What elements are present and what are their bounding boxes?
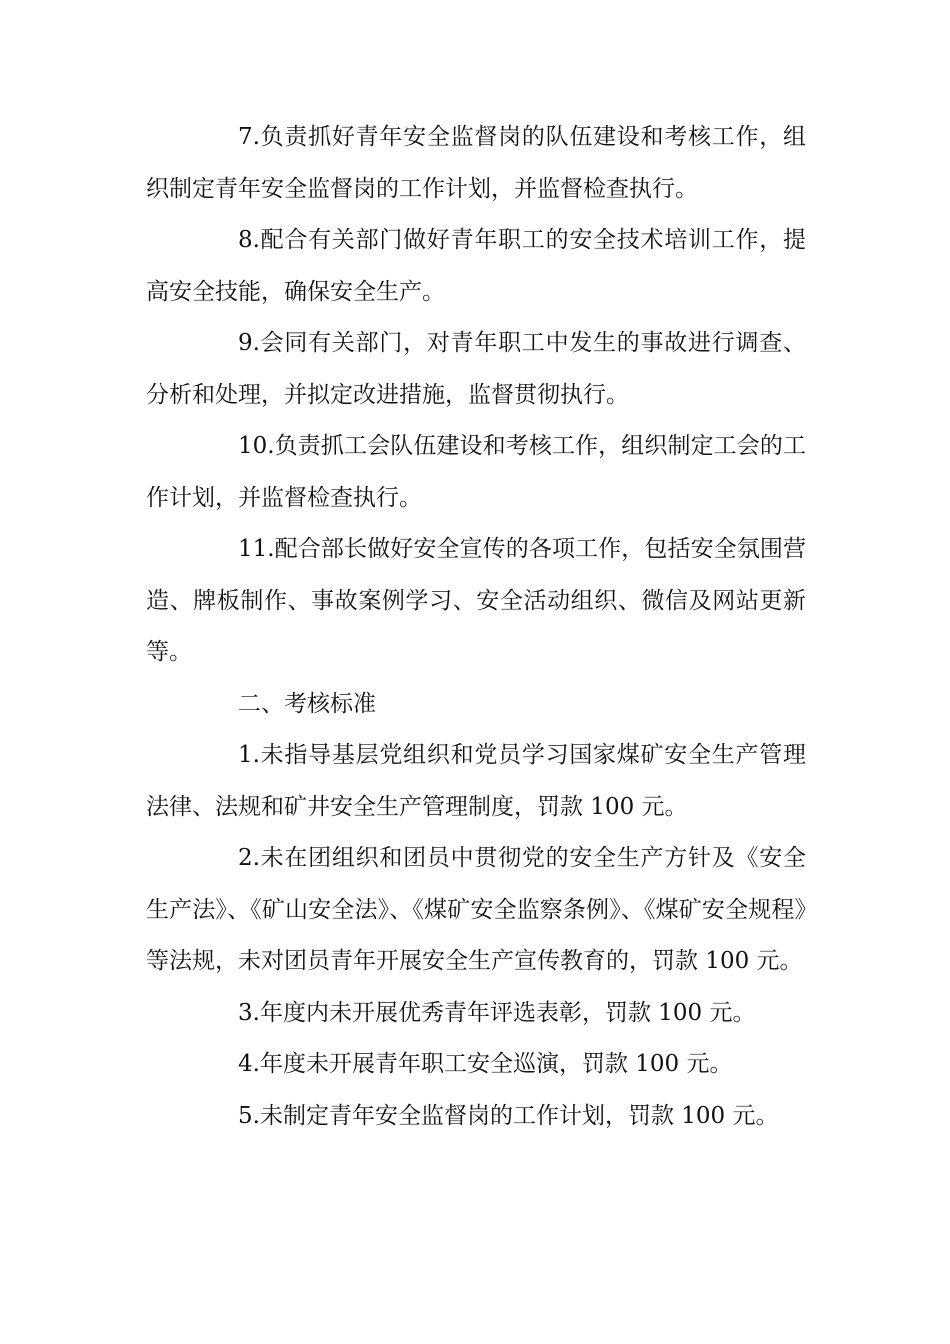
duty-item-9: 9.会同有关部门，对青年职工中发生的事故进行调查、分析和处理，并拟定改进措施，监督贯彻执行。 [146, 330, 806, 408]
assessment-item-1: 1.未指导基层党组织和党员学习国家煤矿安全生产管理法律、法规和矿井安全生产管理制度，罚款 100 元。 [146, 742, 806, 820]
assessment-item-3: 3.年度内未开展优秀青年评选表彰，罚款 100 元。 [238, 999, 756, 1026]
section-heading-assessment: 二、考核标准 [238, 690, 376, 717]
assessment-item-4: 4.年度未开展青年职工安全巡演，罚款 100 元。 [238, 1051, 733, 1077]
duty-item-11: 11.配合部长做好安全宣传的各项工作，包括安全氛围营造、牌板制作、事故案例学习、安全活动组织、微信及网站更新等。 [146, 536, 806, 665]
duty-item-8: 8.配合有关部门做好青年职工的安全技术培训工作，提高安全技能，确保安全生产。 [146, 227, 806, 305]
assessment-item-2: 2.未在团组织和团员中贯彻党的安全生产方针及《安全生产法》、《矿山安全法》、《煤矿安全监察条例》、《煤矿安全规程》等法规，未对团员青年开展安全生产宣传教育的，罚款 100 元。 [146, 845, 806, 974]
assessment-item-5: 5.未制定青年安全监督岗的工作计划，罚款 100 元。 [238, 1102, 779, 1129]
duty-item-10: 10.负责抓工会队伍建设和考核工作，组织制定工会的工作计划，并监督检查执行。 [146, 433, 806, 511]
document-body [146, 112, 806, 1142]
duty-item-7: 7.负责抓好青年安全监督岗的队伍建设和考核工作，组织制定青年安全监督岗的工作计划，并监督检查执行。 [146, 124, 806, 202]
